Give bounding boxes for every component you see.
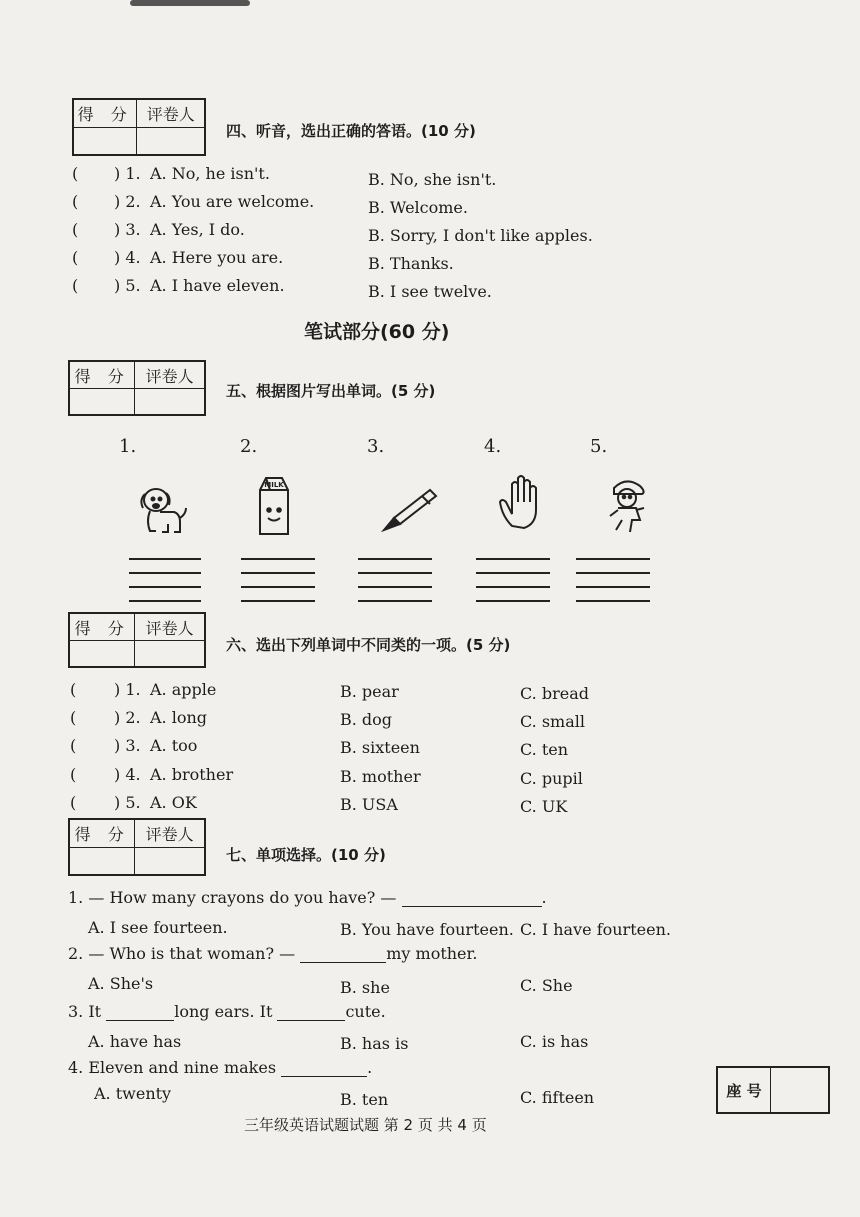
option-c: C. I have fourteen.	[520, 920, 671, 939]
option-b: B. has is	[340, 1034, 409, 1053]
answer-paren[interactable]: (	[72, 248, 79, 267]
item-number: ) 4.	[114, 765, 141, 784]
score-box-6	[68, 612, 206, 668]
section5-title: 五、根据图片写出单词。(5 分)	[226, 382, 436, 400]
grader-label: 评卷人	[145, 825, 194, 844]
option-b: B. No, she isn't.	[368, 170, 497, 189]
answer-paren[interactable]: (	[72, 164, 79, 183]
picture-number: 2.	[240, 436, 258, 457]
option-b: B. Sorry, I don't like apples.	[368, 226, 593, 245]
question-mid: long ears. It	[174, 1002, 273, 1021]
score-label: 得 分	[70, 820, 135, 847]
question-1	[68, 888, 547, 907]
question-end: .	[541, 888, 547, 907]
boy-icon	[600, 476, 652, 536]
option-c: C. She	[520, 976, 573, 995]
question-end: .	[367, 1058, 373, 1077]
option-c: C. is has	[520, 1032, 589, 1051]
option-a: A. long	[150, 708, 208, 727]
answer-blank[interactable]	[300, 962, 386, 963]
option-a: A. I see fourteen.	[88, 918, 228, 937]
question-stem: 4. Eleven and nine makes	[68, 1058, 277, 1077]
option-b: B. Welcome.	[368, 198, 468, 217]
answer-paren[interactable]: (	[72, 220, 79, 239]
option-a: A. apple	[150, 680, 217, 699]
item-number: ) 4.	[114, 248, 141, 267]
item-number: ) 1.	[114, 680, 141, 699]
option-c: C. ten	[520, 740, 569, 759]
option-a: A. You are welcome.	[150, 192, 315, 211]
option-a: A. too	[150, 736, 198, 755]
item-number: ) 2.	[114, 192, 141, 211]
answer-paren[interactable]: (	[70, 708, 77, 727]
grader-cell[interactable]	[135, 641, 204, 667]
answer-paren[interactable]: (	[70, 736, 77, 755]
question-3	[68, 1002, 386, 1021]
answer-paren[interactable]: (	[70, 793, 77, 812]
answer-blank[interactable]	[106, 1020, 174, 1021]
section6-title: 六、选出下列单词中不同类的一项。(5 分)	[226, 636, 511, 654]
score-box-4	[72, 98, 206, 156]
item-number: ) 3.	[114, 220, 141, 239]
option-b: B. Thanks.	[368, 254, 454, 273]
option-c: C. UK	[520, 797, 568, 816]
answer-blank[interactable]	[281, 1076, 367, 1077]
option-a: A. I have eleven.	[150, 276, 285, 295]
option-c: C. bread	[520, 684, 589, 703]
answer-paren[interactable]: (	[72, 192, 79, 211]
score-cell[interactable]	[70, 848, 135, 875]
score-label: 得 分	[70, 614, 135, 640]
option-b: B. she	[340, 978, 390, 997]
seat-number-cell[interactable]	[771, 1068, 828, 1112]
question-4	[68, 1058, 372, 1077]
scan-artifact	[130, 0, 250, 6]
option-c: C. fifteen	[520, 1088, 595, 1107]
option-a: A. OK	[150, 793, 197, 812]
hand-icon	[498, 474, 548, 532]
question-stem: 3. It	[68, 1002, 102, 1021]
option-b: B. I see twelve.	[368, 282, 492, 301]
score-cell[interactable]	[70, 641, 135, 667]
milk-label: MILK	[264, 481, 284, 489]
option-a: A. Here you are.	[150, 248, 284, 267]
item-number: ) 3.	[114, 736, 141, 755]
milk-carton-icon	[254, 474, 294, 538]
option-b: B. dog	[340, 710, 393, 729]
answer-paren[interactable]: (	[70, 680, 77, 699]
question-end: cute.	[345, 1002, 386, 1021]
answer-paren[interactable]: (	[70, 765, 77, 784]
answer-blank[interactable]	[402, 906, 542, 907]
grader-label: 评卷人	[145, 618, 194, 638]
grader-label: 评卷人	[145, 366, 194, 386]
option-b: B. sixteen	[340, 738, 420, 757]
option-b: B. ten	[340, 1090, 389, 1109]
option-a: A. Yes, I do.	[150, 220, 245, 239]
option-b: B. mother	[340, 767, 421, 786]
seat-label: 座 号	[718, 1068, 771, 1112]
score-label: 得 分	[74, 100, 137, 127]
item-number: ) 2.	[114, 708, 141, 727]
answer-paren[interactable]: (	[72, 276, 79, 295]
dog-icon	[134, 484, 190, 542]
answer-blank[interactable]	[277, 1020, 345, 1021]
option-a: A. twenty	[94, 1084, 172, 1103]
score-label: 得 分	[70, 362, 135, 388]
option-a: A. have has	[88, 1032, 182, 1051]
score-box-7	[68, 818, 206, 876]
grader-cell[interactable]	[135, 848, 204, 875]
option-a: A. brother	[150, 765, 234, 784]
picture-number: 4.	[484, 436, 502, 457]
question-stem: 2. — Who is that woman? —	[68, 944, 296, 963]
grader-cell[interactable]	[135, 389, 204, 415]
pen-icon	[378, 486, 438, 532]
question-stem: 1. — How many crayons do you have? —	[68, 888, 397, 907]
item-number: ) 5.	[114, 793, 141, 812]
grader-label: 评卷人	[146, 105, 195, 124]
option-b: B. pear	[340, 682, 399, 701]
option-a: A. No, he isn't.	[150, 164, 270, 183]
question-2	[68, 944, 478, 963]
page-footer: 三年级英语试题试题 第 2 页 共 4 页	[244, 1116, 487, 1134]
section4-title: 四、听音，选出正确的答语。(10 分)	[226, 122, 476, 140]
score-box-5	[68, 360, 206, 416]
picture-number: 3.	[367, 436, 385, 457]
written-section-title: 笔试部分(60 分)	[304, 321, 450, 343]
score-cell[interactable]	[70, 389, 135, 415]
picture-number: 5.	[590, 436, 608, 457]
option-c: C. pupil	[520, 769, 583, 788]
section7-title: 七、单项选择。(10 分)	[226, 846, 386, 864]
item-number: ) 1.	[114, 164, 141, 183]
item-number: ) 5.	[114, 276, 141, 295]
option-b: B. You have fourteen.	[340, 920, 514, 939]
option-b: B. USA	[340, 795, 398, 814]
grader-cell[interactable]	[137, 128, 204, 155]
seat-number-box	[716, 1066, 830, 1114]
picture-number: 1.	[119, 436, 137, 457]
option-a: A. She's	[88, 974, 154, 993]
option-c: C. small	[520, 712, 585, 731]
score-cell[interactable]	[74, 128, 137, 155]
question-end: my mother.	[386, 944, 478, 963]
